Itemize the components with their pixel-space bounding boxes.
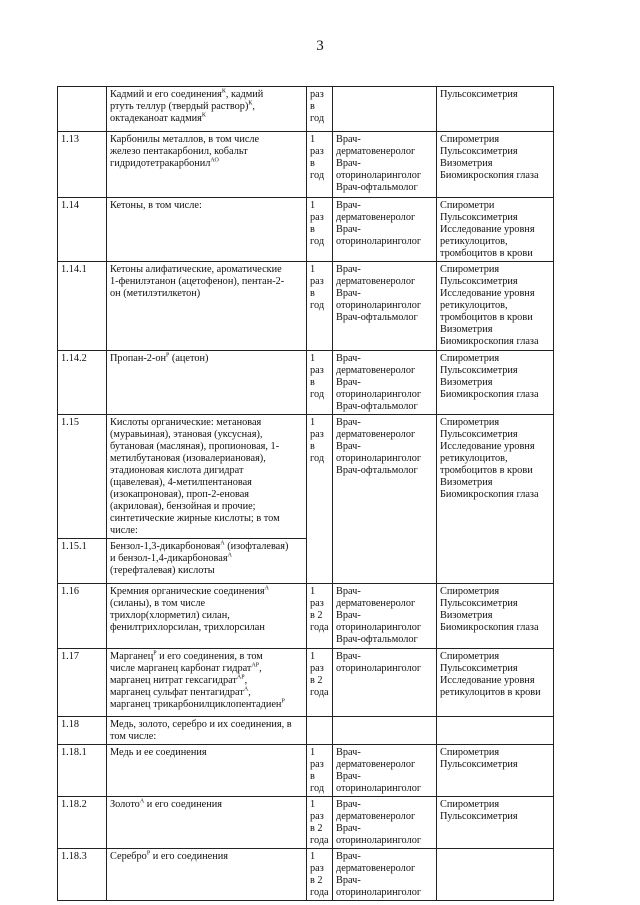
hazard-mark: Р <box>281 698 285 705</box>
text-segment: , <box>244 675 248 686</box>
table-row <box>58 351 554 415</box>
row-number <box>58 132 107 198</box>
exam-frequency-text: 1 раз в год <box>310 747 325 794</box>
exam-frequency <box>307 649 333 717</box>
row-number-text: 1.14 <box>61 200 80 211</box>
text-segment: марганец трикарбонилциклопентадиен <box>110 699 282 710</box>
row-number <box>58 797 107 849</box>
text-segment: ртуть теллур (твердый раствор) <box>110 101 249 112</box>
exams-list <box>437 351 554 415</box>
row-number-text: 1.14.2 <box>61 353 87 364</box>
row-number <box>58 262 107 351</box>
exams-list-text: Спирометрия Пульсоксиметрия Визометрия Биомикроскопия глаза <box>440 586 539 633</box>
substance-name <box>107 198 307 262</box>
text-segment: (изофталевая) <box>224 541 289 552</box>
doctors-list <box>333 132 437 198</box>
exams-list <box>437 584 554 649</box>
doctors-list-text: Врач- дерматовенеролог Врач- оториноларинголог <box>336 851 422 898</box>
table-row <box>58 584 554 649</box>
text-segment: Золото <box>110 799 140 810</box>
substance-name-line <box>110 622 303 634</box>
text-segment: Кремния органические соединения <box>110 586 265 597</box>
text-segment: том числе: <box>110 731 157 742</box>
text-segment: (терефталевая) кислоты <box>110 565 215 576</box>
row-number-text: 1.15 <box>61 417 80 428</box>
exam-frequency <box>307 849 333 901</box>
text-segment: (ацетон) <box>169 353 209 364</box>
doctors-list <box>333 584 437 649</box>
exam-frequency <box>307 584 333 649</box>
text-segment: марганец нитрат гексагидрат <box>110 675 237 686</box>
substance-name <box>107 717 307 745</box>
text-segment: , <box>259 663 262 674</box>
doctors-list-text: Врач- дерматовенеролог Врач- оториноларинголог Врач-офтальмолог <box>336 134 422 193</box>
exams-list <box>437 132 554 198</box>
table-row <box>58 415 554 539</box>
text-segment: этадионовая кислота дигидрат <box>110 465 244 476</box>
text-segment: 1-фенилэтанон (ацетофенон), пентан-2- <box>110 276 285 287</box>
substance-name-line <box>110 687 303 699</box>
substance-name-line <box>110 675 303 687</box>
text-segment: Кадмий и его соединения <box>110 89 222 100</box>
exam-frequency <box>307 351 333 415</box>
exam-frequency <box>307 132 333 198</box>
substance-name-line <box>110 441 303 453</box>
text-segment: (силаны), в том числе <box>110 598 206 609</box>
table-row <box>58 198 554 262</box>
text-segment: и бензол-1,4-дикарбоновая <box>110 553 228 564</box>
hazard-mark: А <box>220 540 225 547</box>
doctors-list <box>333 745 437 797</box>
doctors-list <box>333 717 437 745</box>
exam-frequency <box>307 797 333 849</box>
exams-list <box>437 87 554 132</box>
substance-name-line <box>110 465 303 477</box>
substance-name-line <box>110 146 303 158</box>
substance-name <box>107 539 307 584</box>
substance-name-line <box>110 541 303 553</box>
table-row <box>58 132 554 198</box>
exam-frequency <box>307 87 333 132</box>
doctors-list-text: Врач- дерматовенеролог Врач- оториноларинголог Врач-офтальмолог <box>336 586 422 645</box>
exams-list <box>437 198 554 262</box>
text-segment: фенилтрихлорсилан, трихлорсилан <box>110 622 265 633</box>
substance-name-line <box>110 134 303 146</box>
substance-name <box>107 649 307 717</box>
substance-name-line <box>110 453 303 465</box>
row-number <box>58 87 107 132</box>
substance-name <box>107 87 307 132</box>
hazard-mark: АР <box>251 662 260 669</box>
page-number: 3 <box>316 38 324 54</box>
row-number-text: 1.18.1 <box>61 747 87 758</box>
hazard-mark: Р <box>153 650 157 657</box>
substance-name-line <box>110 101 303 113</box>
hazard-mark: АО <box>210 157 219 164</box>
substance-name <box>107 132 307 198</box>
exam-frequency-text: 1 раз в год <box>310 134 325 181</box>
text-segment: гидридотетракарбонил <box>110 158 211 169</box>
text-segment: (акриловая), бензойная и прочие; <box>110 501 256 512</box>
doctors-list <box>333 87 437 132</box>
substance-name-line <box>110 651 303 663</box>
exams-list-text: Спирометри Пульсоксиметрия Исследование уровня ретикулоцитов, тромбоцитов в крови <box>440 200 535 259</box>
hazard-table <box>57 86 554 901</box>
doctors-list-text: Врач- дерматовенеролог Врач- оториноларинголог <box>336 799 422 846</box>
row-number <box>58 198 107 262</box>
row-number <box>58 649 107 717</box>
exam-frequency-text: 1 раз в год <box>310 353 325 400</box>
exams-list-text: Спирометрия Пульсоксиметрия Исследование уровня ретикулоцитов, тромбоцитов в крови Визометрия Биомикроскопия глаза <box>440 264 539 347</box>
substance-name <box>107 797 307 849</box>
text-segment: Медь и ее соединения <box>110 747 207 758</box>
text-segment: , <box>248 687 251 698</box>
exams-list-text: Спирометрия Пульсоксиметрия Исследование уровня ретикулоцитов в крови <box>440 651 541 698</box>
text-segment: (щавелевая), 4-метилпентановая <box>110 477 252 488</box>
row-number <box>58 745 107 797</box>
doctors-list-text: Врач- дерматовенеролог Врач- оториноларинголог Врач-офтальмолог <box>336 264 422 323</box>
text-segment: трихлор(хлорметил) силан, <box>110 610 230 621</box>
text-segment: , <box>252 101 255 112</box>
substance-name-line <box>110 565 303 577</box>
text-segment: числе марганец карбонат гидрат <box>110 663 252 674</box>
substance-name-line <box>110 353 303 365</box>
exams-list <box>437 849 554 901</box>
table-row <box>58 87 554 132</box>
substance-name-line <box>110 513 303 525</box>
row-number-text: 1.18.2 <box>61 799 87 810</box>
substance-name-line <box>110 719 303 731</box>
row-number <box>58 584 107 649</box>
doctors-list-text: Врач- дерматовенеролог Врач- оториноларинголог Врач-офтальмолог <box>336 353 422 412</box>
exam-frequency <box>307 745 333 797</box>
text-segment: числе: <box>110 525 138 536</box>
text-segment: он (метилэтилкетон) <box>110 288 201 299</box>
text-segment: октадеканоат кадмия <box>110 113 202 124</box>
substance-name <box>107 584 307 649</box>
row-number-text: 1.17 <box>61 651 80 662</box>
substance-name-line <box>110 731 303 743</box>
text-segment: Пропан-2-он <box>110 353 166 364</box>
substance-name-line <box>110 525 303 537</box>
exams-list-text: Спирометрия Пульсоксиметрия Исследование уровня ретикулоцитов, тромбоцитов в крови Визометрия Биомикроскопия глаза <box>440 417 539 500</box>
exams-list <box>437 745 554 797</box>
substance-name-line <box>110 429 303 441</box>
text-segment: Медь, золото, серебро и их соединения, в <box>110 719 292 730</box>
exam-frequency-text: раз в год <box>310 89 325 124</box>
doctors-list <box>333 351 437 415</box>
hazard-mark: А <box>243 686 249 693</box>
substance-name <box>107 745 307 797</box>
text-segment: Кетоны алифатические, ароматические <box>110 264 282 275</box>
exams-list-text: Пульсоксиметрия <box>440 89 518 100</box>
substance-name-line <box>110 489 303 501</box>
substance-name-line <box>110 553 303 565</box>
substance-name-line <box>110 501 303 513</box>
hazard-mark: А <box>227 552 232 559</box>
substance-name <box>107 415 307 539</box>
exam-frequency <box>307 198 333 262</box>
substance-name-line <box>110 264 303 276</box>
substance-name <box>107 262 307 351</box>
exams-list <box>437 415 554 584</box>
exam-frequency-text: 1 раз в год <box>310 264 325 311</box>
substance-name-line <box>110 200 303 212</box>
exams-list-text: Спирометрия Пульсоксиметрия Визометрия Биомикроскопия глаза <box>440 134 539 181</box>
text-segment: марганец сульфат пентагидрат <box>110 687 244 698</box>
substance-name-line <box>110 288 303 300</box>
substance-name-line <box>110 276 303 288</box>
row-number-text: 1.16 <box>61 586 80 597</box>
exam-frequency-text: 1 раз в 2 года <box>310 586 329 633</box>
text-segment: метилбутановая (изовалериановая), <box>110 453 266 464</box>
doctors-list <box>333 198 437 262</box>
exam-frequency <box>307 717 333 745</box>
hazard-mark: А <box>264 585 269 592</box>
substance-name-line <box>110 113 303 125</box>
exam-frequency <box>307 415 333 584</box>
doctors-list-text: Врач- дерматовенеролог Врач- оториноларинголог <box>336 747 422 794</box>
table-row <box>58 797 554 849</box>
doctors-list <box>333 649 437 717</box>
exam-frequency-text: 1 раз в 2 года <box>310 799 329 846</box>
table-row <box>58 649 554 717</box>
substance-name-line <box>110 851 303 863</box>
substance-name-line <box>110 799 303 811</box>
text-segment: Кислоты органические: метановая <box>110 417 262 428</box>
exams-list <box>437 262 554 351</box>
doctors-list <box>333 262 437 351</box>
doctors-list-text: Врач- оториноларинголог <box>336 651 422 674</box>
hazard-mark: А <box>139 798 145 805</box>
exams-list <box>437 717 554 745</box>
exams-list-text: Спирометрия Пульсоксиметрия Визометрия Биомикроскопия глаза <box>440 353 539 400</box>
exam-frequency-text: 1 раз в год <box>310 200 325 247</box>
exam-frequency <box>307 262 333 351</box>
row-number <box>58 849 107 901</box>
text-segment: Карбонилы металлов, в том числе <box>110 134 260 145</box>
doctors-list-text: Врач- дерматовенеролог Врач- оториноларинголог <box>336 200 422 247</box>
row-number-text: 1.13 <box>61 134 80 145</box>
hazard-mark: АР <box>236 674 245 681</box>
text-segment: Марганец <box>110 651 154 662</box>
hazard-mark: К <box>221 88 226 95</box>
substance-name <box>107 849 307 901</box>
row-number <box>58 415 107 539</box>
doctors-list <box>333 797 437 849</box>
exams-list <box>437 649 554 717</box>
substance-name-line <box>110 598 303 610</box>
row-number-text: 1.14.1 <box>61 264 87 275</box>
exam-frequency-text: 1 раз в 2 года <box>310 651 329 698</box>
exam-frequency-text: 1 раз в год <box>310 417 325 464</box>
substance-name-line <box>110 477 303 489</box>
text-segment: и его соединения <box>150 851 228 862</box>
exam-frequency-text: 1 раз в 2 года <box>310 851 329 898</box>
text-segment: Бензол-1,3-дикарбоновая <box>110 541 221 552</box>
substance-name-line <box>110 89 303 101</box>
row-number-text: 1.15.1 <box>61 541 87 552</box>
text-segment: (муравьиная), этановая (уксусная), <box>110 429 263 440</box>
doctors-list <box>333 415 437 584</box>
substance-name-line <box>110 610 303 622</box>
substance-name-line <box>110 158 303 170</box>
substance-name-line <box>110 747 303 759</box>
table-row <box>58 262 554 351</box>
text-segment: бутановая (масляная), пропионовая, 1- <box>110 441 280 452</box>
table-row <box>58 745 554 797</box>
row-number <box>58 351 107 415</box>
hazard-mark: Р <box>146 850 151 857</box>
exams-list-text: Спирометрия Пульсоксиметрия <box>440 799 518 822</box>
hazard-mark: Р <box>166 352 170 359</box>
text-segment: Кетоны, в том числе: <box>110 200 202 211</box>
hazard-mark: К <box>248 100 253 107</box>
text-segment: Серебро <box>110 851 147 862</box>
doctors-list-text: Врач- дерматовенеролог Врач- оториноларинголог Врач-офтальмолог <box>336 417 422 476</box>
text-segment: и его соединения <box>144 799 222 810</box>
substance-name <box>107 351 307 415</box>
substance-name-line <box>110 699 303 711</box>
row-number-text: 1.18 <box>61 719 80 730</box>
table-row <box>58 849 554 901</box>
text-segment: и его соединения, в том <box>156 651 263 662</box>
substance-name-line <box>110 417 303 429</box>
row-number <box>58 717 107 745</box>
row-number <box>58 539 107 584</box>
exams-list-text: Спирометрия Пульсоксиметрия <box>440 747 518 770</box>
row-number-text: 1.18.3 <box>61 851 87 862</box>
text-segment: (изокапроновая), проп-2-еновая <box>110 489 250 500</box>
substance-name-line <box>110 586 303 598</box>
doctors-list <box>333 849 437 901</box>
text-segment: синтетические жирные кислоты; в том <box>110 513 280 524</box>
substance-name-line <box>110 663 303 675</box>
table-row <box>58 717 554 745</box>
text-segment: , кадмий <box>225 89 264 100</box>
text-segment: железо пентакарбонил, кобальт <box>110 146 248 157</box>
exams-list <box>437 797 554 849</box>
hazard-mark: К <box>201 112 206 119</box>
